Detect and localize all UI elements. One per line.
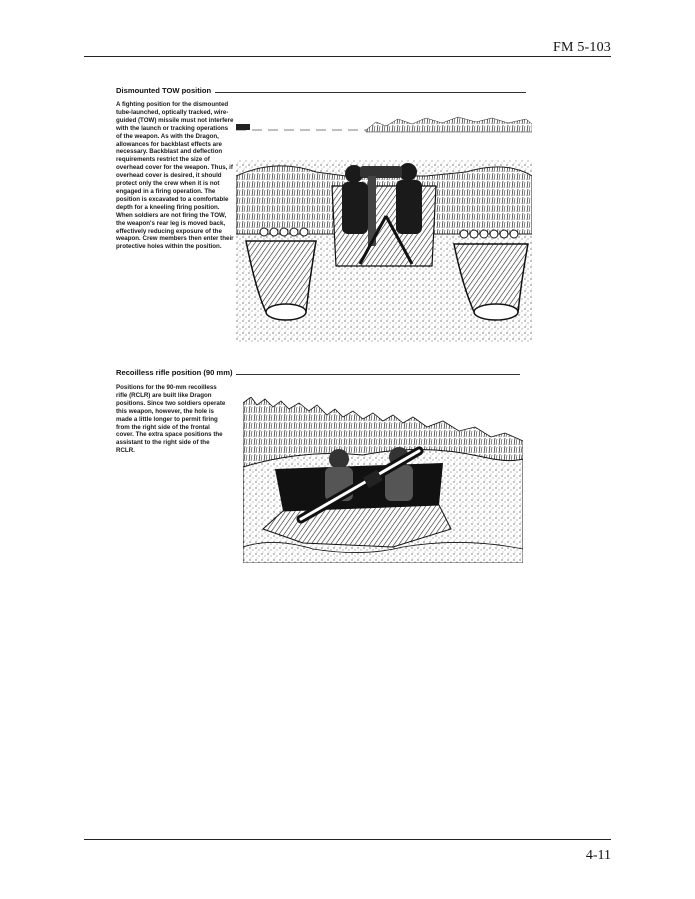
section-title-tow: Dismounted TOW position bbox=[116, 86, 215, 95]
section-body-tow: A fighting position for the dismounted tube-launched, optically tracked, wire-guided (TOW) missile must not interfere with the launch or tracking operations of the weapon. As with the Dragon, allowances for backblast effects are necessary. Backblast and deflection requirements restrict the size of overhead cover for the weapon. Thus, if overhead cover is desired, it should protect only the crew when it is not engaged in a firing operation. The position is excavated to a comfortable depth for a kneeling firing position. When soldiers are not firing the TOW, the weapon's rear leg is moved back, effectively reducing exposure of the weapon. Crew members then enter their protective holes within the position. bbox=[116, 101, 234, 251]
header-rule bbox=[84, 56, 611, 57]
tow-position-illustration bbox=[236, 116, 532, 342]
document-id: FM 5-103 bbox=[553, 40, 611, 55]
section-title-rclr: Recoilless rifle position (90 mm) bbox=[116, 368, 236, 377]
page-number: 4-11 bbox=[585, 848, 611, 863]
rclr-position-illustration bbox=[243, 397, 523, 563]
section-body-rclr: Positions for the 90-mm recoilless rifle (RCLR) are built like Dragon positions. Since two soldiers operate this weapon, however, the hole is made a little longer to permit firing from the right side of the frontal cover. The extra space positions the assistant to the right side of the RCLR. bbox=[116, 384, 226, 455]
footer-rule bbox=[84, 839, 611, 840]
horizon-treeline bbox=[236, 117, 532, 132]
